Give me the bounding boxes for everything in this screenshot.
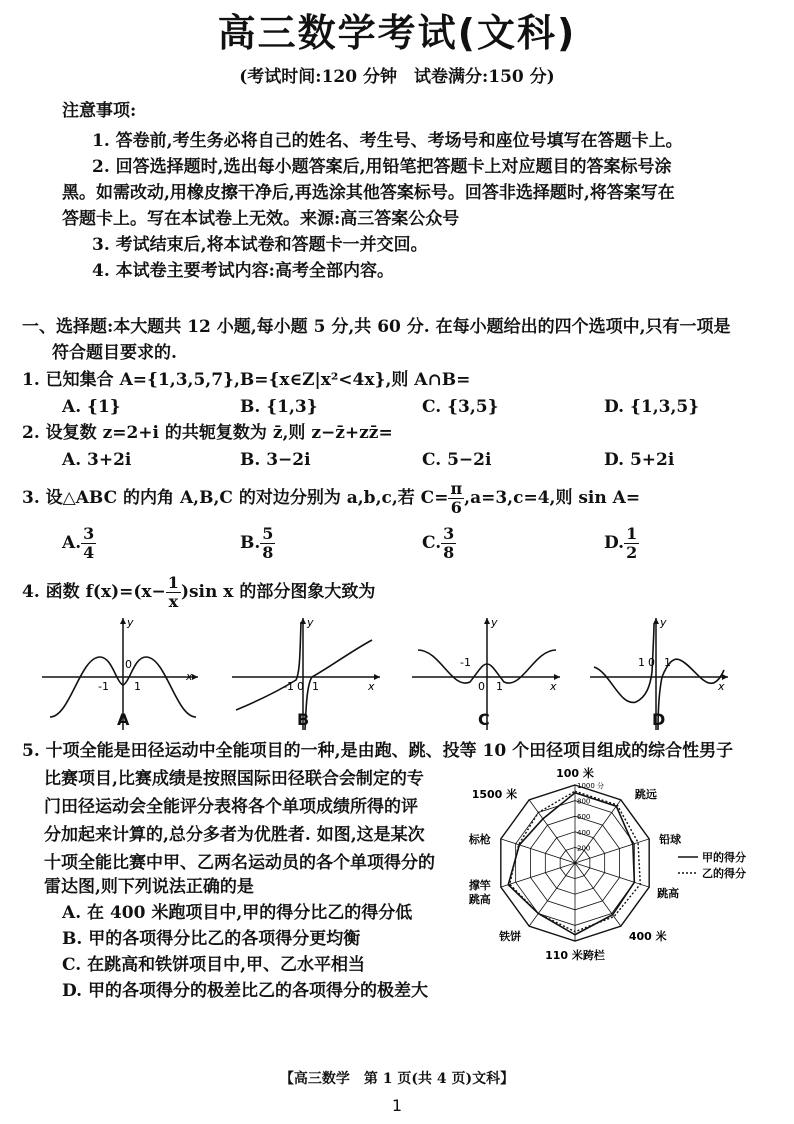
radar-axis-label: 撑竿: [468, 879, 491, 893]
legend-label-jia: 甲的得分: [702, 851, 746, 864]
svg-text:0: 0: [297, 680, 304, 693]
q1-option-a: A. {1}: [62, 397, 121, 417]
q3-option-c: C. $\frac{3}{8}$: [422, 524, 455, 562]
svg-text:x: x: [368, 680, 375, 693]
legend-label-yi: 乙的得分: [702, 867, 746, 880]
question-2-stem: 2. 设复数 z=2+i 的共轭复数为 z̄,则 z−z̄+zz̄=: [22, 423, 393, 443]
question-3-stem: 3. 设△ABC 的内角 A,B,C 的对边分别为 a,b,c,若 C= $\frac{\pi}{6}$ ,a=3,c=4,则 sin A=: [22, 479, 641, 517]
fraction: $\frac{\pi}{6}$: [450, 479, 463, 517]
notice-item: 2. 回答选择题时,选出每小题答案后,用铅笔把答题卡上对应题目的答案标号涂: [92, 157, 672, 177]
radar-spoke: [501, 839, 575, 863]
q1-option-d: D. {1,3,5}: [604, 397, 700, 417]
svg-text:1: 1: [664, 656, 671, 669]
notice-item: 1. 答卷前,考生务必将自己的姓名、考生号、考场号和座位号填写在答题卡上。: [92, 131, 683, 151]
curve-d-right: [658, 659, 724, 730]
radar-axis-label: 110 米跨栏: [545, 949, 605, 962]
curve-b-left: [236, 622, 301, 710]
section-heading: 一、选择题:本大题共 12 小题,每小题 5 分,共 60 分. 在每小题给出的四个选项中,只有一项是: [22, 317, 731, 337]
notice-heading: 注意事项:: [62, 101, 137, 121]
q1-option-b: B. {1,3}: [240, 397, 318, 417]
graph-label-a: A: [117, 710, 130, 729]
radar-axis-label: 100 米: [556, 767, 594, 780]
radar-spoke: [529, 863, 575, 926]
radar-spoke: [501, 863, 575, 887]
radar-axis-label: 铅球: [659, 832, 682, 846]
radar-axis-label: 跳高: [468, 893, 491, 907]
svg-text:-1: -1: [460, 656, 471, 669]
radar-scale-label: 200: [577, 844, 591, 853]
q5-option-a: A. 在 400 米跑项目中,甲的得分比乙的得分低: [62, 903, 413, 923]
notice-item: 黑。如需改动,用橡皮擦干净后,再选涂其他答案标号。回答非选择题时,将答案写在: [62, 183, 675, 203]
radar-spoke: [575, 863, 621, 926]
q5-line: 门田径运动会全能评分表将各个单项成绩所得的评: [44, 797, 418, 817]
axis-y: y: [127, 616, 134, 629]
svg-text:y: y: [307, 616, 314, 629]
radar-axis-label: 400 米: [628, 930, 667, 944]
svg-text:1: 1: [638, 656, 645, 669]
radar-scale-label: 1000 分: [577, 782, 605, 790]
q2-option-a: A. 3+2i: [62, 450, 132, 470]
q5-option-b: B. 甲的各项得分比乙的各项得分更均衡: [62, 929, 361, 949]
graph-label-d: D: [652, 710, 666, 729]
q5-option-c: C. 在跳高和铁饼项目中,甲、乙水平相当: [62, 955, 365, 975]
svg-text:0: 0: [648, 656, 655, 669]
q5-option-d: D. 甲的各项得分的极差比乙的各项得分的极差大: [62, 981, 428, 1001]
q2-option-d: D. 5+2i: [604, 450, 675, 470]
exam-info: (考试时间:120 分钟 试卷满分:150 分): [239, 67, 555, 87]
svg-text:x: x: [550, 680, 557, 693]
curve-d-left: [594, 624, 654, 702]
q3-option-d: D. $\frac{1}{2}$: [604, 524, 638, 562]
radar-axis-label: 标枪: [468, 832, 491, 846]
q5-line: 比赛项目,比赛成绩是按照国际田径联合会制定的专: [44, 769, 424, 789]
svg-text:-1: -1: [98, 680, 109, 693]
radar-axis-label: 1500 米: [471, 787, 518, 801]
svg-text:0: 0: [125, 658, 132, 671]
q3-option-b: B. $\frac{5}{8}$: [240, 524, 274, 562]
svg-text:x: x: [718, 680, 725, 693]
svg-text:y: y: [660, 616, 667, 629]
question-4-stem: 4. 函数 f(x)=(x− $\frac{1}{x}$ )sin x 的部分图象大致为: [22, 573, 376, 611]
notice-item: 答题卡上。写在本试卷上无效。来源:高三答案公众号: [62, 209, 460, 229]
notice-item: 3. 考试结束后,将本试卷和答题卡一并交回。: [92, 235, 428, 255]
svg-text:0: 0: [478, 680, 485, 693]
radar-scale-label: 600: [577, 813, 591, 822]
radar-scale-label: 800: [577, 797, 591, 806]
q3-option-a: A. $\frac{3}{4}$: [62, 524, 95, 562]
svg-text:1: 1: [312, 680, 319, 693]
radar-axis-label: 铁饼: [499, 930, 522, 944]
radar-chart: [450, 760, 780, 970]
svg-text:1: 1: [496, 680, 503, 693]
q5-line: 十项全能比赛中甲、乙两名运动员的各个单项得分的: [44, 853, 435, 873]
radar-series-jia: [508, 793, 634, 935]
question-5-stem: 5. 十项全能是田径运动中全能项目的一种,是由跑、跳、投等 10 个田径项目组成的综合性男子: [22, 741, 734, 761]
page-number: 1: [391, 1096, 403, 1115]
q1-option-c: C. {3,5}: [422, 397, 499, 417]
svg-text:1: 1: [134, 680, 141, 693]
page-footer: 【高三数学 第 1 页(共 4 页)文科】: [279, 1071, 515, 1087]
q2-option-b: B. 3−2i: [240, 450, 311, 470]
q5-line: 分加起来计算的,总分多者为优胜者. 如图,这是某次: [44, 825, 425, 845]
graph-label-c: C: [478, 710, 490, 729]
q5-line: 雷达图,则下列说法正确的是: [44, 877, 254, 897]
radar-axis-label: 跳远: [634, 787, 657, 801]
radar-spoke: [529, 800, 575, 863]
notice-item: 4. 本试卷主要考试内容:高考全部内容。: [92, 261, 394, 281]
graph-label-b: B: [297, 710, 310, 729]
axis-x: x: [186, 670, 193, 683]
radar-scale-label: 400: [577, 828, 591, 837]
section-heading-cont: 符合题目要求的.: [52, 343, 177, 363]
radar-spoke: [575, 863, 649, 887]
svg-text:y: y: [491, 616, 498, 629]
page-title: 高三数学考试(文科): [217, 11, 577, 55]
radar-axis-label: 跳高: [657, 887, 680, 901]
question-1-stem: 1. 已知集合 A={1,3,5,7},B={x∈Z|x²<4x},则 A∩B=: [22, 370, 471, 390]
q2-option-c: C. 5−2i: [422, 450, 492, 470]
svg-text:-1: -1: [283, 680, 294, 693]
fraction: $\frac{1}{x}$: [167, 573, 179, 611]
